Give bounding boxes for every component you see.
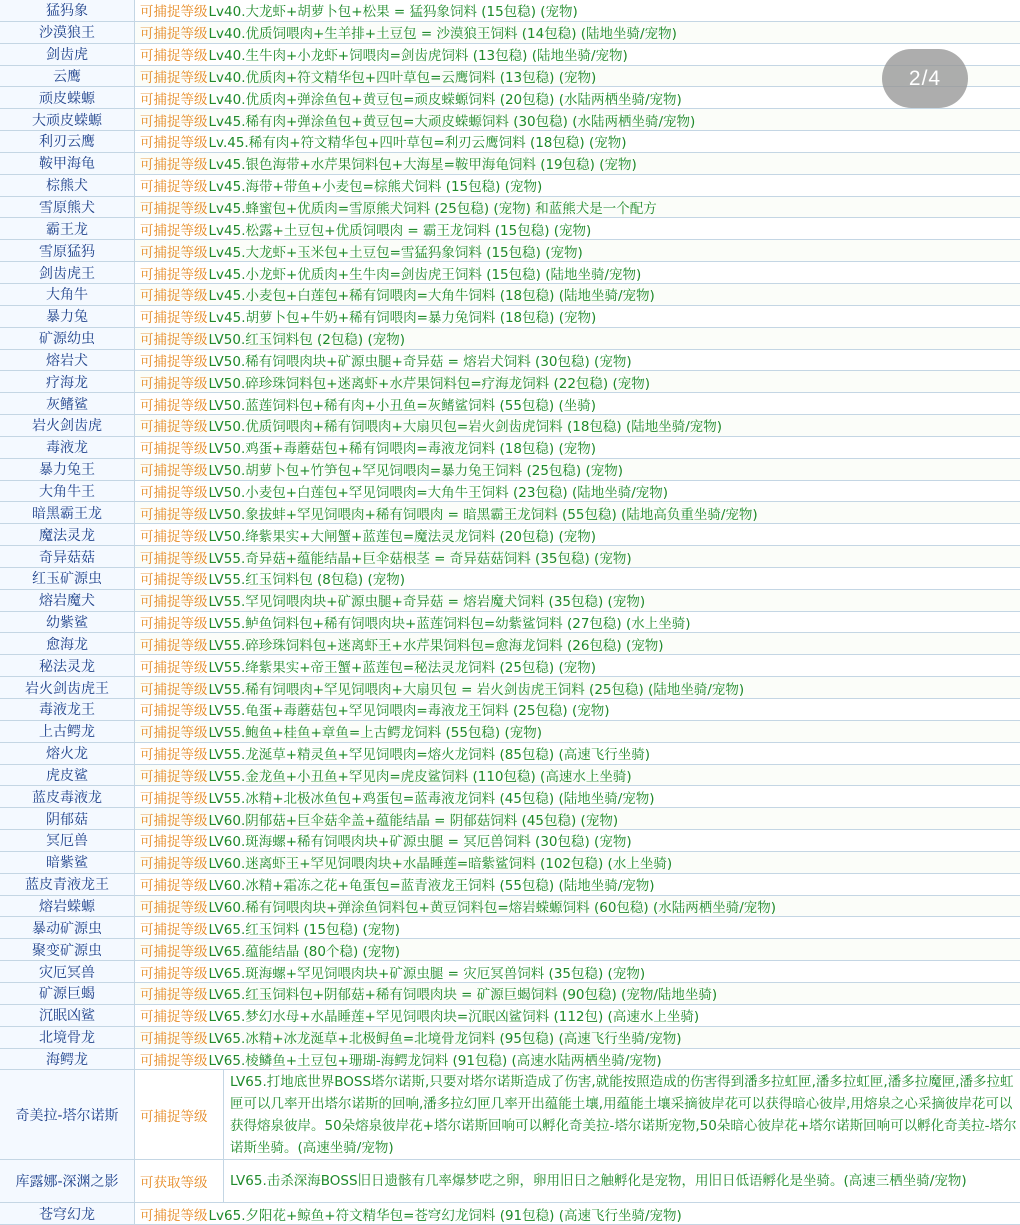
table-row <box>0 175 1020 197</box>
creature-name: 雪原熊犬 <box>0 197 135 218</box>
recipe-cell <box>135 415 1020 436</box>
recipe-text: LV50.绛紫果实+大闸蟹+蓝莲包=魔法灵龙饲料 (20包稳) (宠物) <box>208 528 597 545</box>
table-row <box>0 655 1020 677</box>
recipe-text: LV55.金龙鱼+小丑鱼+罕见肉=虎皮鲨饲料 (110包稳) (高速水上坐骑) <box>208 768 632 785</box>
recipe-cell <box>135 350 1020 371</box>
creature-name: 熔岩犬 <box>0 350 135 371</box>
recipe-cell <box>135 655 1020 676</box>
level-label: 可捕捉等级 <box>140 157 208 174</box>
table-row <box>0 415 1020 437</box>
table-row <box>0 612 1020 634</box>
page-indicator-badge: 2/4 <box>882 49 968 108</box>
table-row <box>0 830 1020 852</box>
creature-name: 熔岩魔犬 <box>0 590 135 611</box>
level-label: 可捕捉等级 <box>140 179 208 196</box>
recipe-cell <box>135 874 1020 895</box>
recipe-text: LV55.碎珍珠饲料包+迷离虾王+水芹果饲料包=愈海龙饲料 (26包稳) (宠物) <box>208 637 664 654</box>
level-label: 可捕捉等级 <box>140 528 208 545</box>
level-label: 可捕捉等级 <box>140 1009 208 1026</box>
recipe-text: Lv45.银色海带+水芹果饲料包+大海星=鞍甲海龟饲料 (19包稳) (宠物) <box>208 157 637 174</box>
table-row <box>0 961 1020 983</box>
level-label: 可捕捉等级 <box>140 1108 208 1125</box>
table-row <box>0 459 1020 481</box>
creature-name: 矿源幼虫 <box>0 328 135 349</box>
level-label: 可捕捉等级 <box>140 768 208 785</box>
level-label: 可捕捉等级 <box>140 616 208 633</box>
level-label: 可捕捉等级 <box>140 747 208 764</box>
table-row <box>0 437 1020 459</box>
level-label: 可捕捉等级 <box>140 463 208 480</box>
level-label: 可捕捉等级 <box>140 659 208 676</box>
recipe-text: Lv40.生牛肉+小龙虾+饲喂肉=剑齿虎饲料 (13包稳) (陆地坐骑/宠物) <box>208 48 628 65</box>
level-label: 可捕捉等级 <box>140 965 208 982</box>
recipe-text: LV65.红玉饲料包+阴郁菇+稀有饲喂肉块 = 矿源巨蝎饲料 (90包稳) (宠物/陆地坐骑) <box>208 987 718 1004</box>
table-row <box>0 765 1020 787</box>
recipe-text: LV50.鸡蛋+毒蘑菇包+稀有饲喂肉=毒液龙饲料 (18包稳) (宠物) <box>208 441 597 458</box>
recipe-cell <box>135 218 1020 239</box>
table-row <box>0 874 1020 896</box>
recipe-text: Lv.45.稀有肉+符文精华包+四叶草包=利刃云鹰饲料 (18包稳) (宠物) <box>208 135 627 152</box>
table-row <box>0 240 1020 262</box>
recipe-text: LV50.碎珍珠饲料包+迷离虾+水芹果饲料包=疗海龙饲料 (22包稳) (宠物) <box>208 375 651 392</box>
table-row <box>0 721 1020 743</box>
table-row <box>0 218 1020 240</box>
creature-name: 暴力兔王 <box>0 459 135 480</box>
recipe-cell <box>135 612 1020 633</box>
table-row <box>0 1027 1020 1049</box>
recipe-cell <box>135 590 1020 611</box>
recipe-cell <box>135 852 1020 873</box>
recipe-text: Lv45.海带+带鱼+小麦包=棕熊犬饲料 (15包稳) (宠物) <box>208 179 543 196</box>
recipe-text: Lv45.胡萝卜包+牛奶+稀有饲喂肉=暴力兔饲料 (18包稳) (宠物) <box>208 310 597 327</box>
creature-name: 利刃云鹰 <box>0 131 135 152</box>
table-row <box>0 66 1020 88</box>
recipe-text: LV55.鲍鱼+桂鱼+章鱼=上古鳄龙饲料 (55包稳) (宠物) <box>208 725 543 742</box>
recipe-cell <box>135 459 1020 480</box>
table-row <box>0 1160 1020 1203</box>
table-row <box>0 524 1020 546</box>
table-row <box>0 306 1020 328</box>
recipe-cell <box>135 808 1020 829</box>
table-row <box>0 852 1020 874</box>
recipe-text: LV65.梦幻水母+水晶睡莲+罕见饲喂肉块=沉眠凶鲨饲料 (112包) (高速水上坐骑) <box>208 1009 700 1026</box>
recipe-text: LV65.打地底世界BOSS塔尔诺斯,只要对塔尔诺斯造成了伤害,就能按照造成的伤害得到潘多拉虹匣,潘多拉虹匣,潘多拉魔匣,潘多拉虹匣可以几率开出塔尔诺斯的回响,潘多拉幻匣几率开出蕴能土壤,用蕴能土壤采摘彼岸花可以获得暗心彼岸,用熔泉之心采摘彼岸花可以获得熔泉彼岸。50朵熔泉彼岸花+塔尔诺斯回响可以孵化奇美拉-塔尔诺斯宠物,50朵暗心彼岸花+塔尔诺斯回响可以孵化奇美拉-塔尔诺斯坐骑。(高速坐骑/宠物) <box>223 1070 1020 1159</box>
recipe-text: Lv45.小龙虾+优质肉+生牛肉=剑齿虎王饲料 (15包稳) (陆地坐骑/宠物) <box>208 266 642 283</box>
creature-name: 剑齿虎王 <box>0 262 135 283</box>
table-row <box>0 502 1020 524</box>
recipe-cell <box>135 437 1020 458</box>
recipe-cell <box>135 983 1020 1004</box>
recipe-text: LV55.罕见饲喂肉块+矿源虫腿+奇异菇 = 熔岩魔犬饲料 (35包稳) (宠物) <box>208 594 646 611</box>
creature-name: 阴郁菇 <box>0 808 135 829</box>
table-row <box>0 786 1020 808</box>
recipe-cell <box>135 765 1020 786</box>
creature-name: 海鳄龙 <box>0 1049 135 1070</box>
level-label: 可捕捉等级 <box>140 69 208 86</box>
level-label: 可捕捉等级 <box>140 91 208 108</box>
table-row <box>0 983 1020 1005</box>
creature-name: 红玉矿源虫 <box>0 568 135 589</box>
creature-name: 魔法灵龙 <box>0 524 135 545</box>
recipe-text: LV65.斑海螺+罕见饲喂肉块+矿源虫腿 = 灾厄冥兽饲料 (35包稳) (宠物) <box>208 965 646 982</box>
level-label: 可捕捉等级 <box>140 725 208 742</box>
recipe-text: LV55.龙涎草+精灵鱼+罕见饲喂肉=熔火龙饲料 (85包稳) (高速飞行坐骑) <box>208 747 651 764</box>
recipe-cell <box>135 262 1020 283</box>
creature-name: 奇美拉-塔尔诺斯 <box>0 1070 135 1159</box>
level-label: 可捕捉等级 <box>140 48 208 65</box>
recipe-cell <box>135 699 1020 720</box>
creature-name: 愈海龙 <box>0 633 135 654</box>
level-label: 可捕捉等级 <box>140 201 208 218</box>
recipe-text: Lv40.优质肉+符文精华包+四叶草包=云鹰饲料 (13包稳) (宠物) <box>208 69 597 86</box>
level-label: 可捕捉等级 <box>140 266 208 283</box>
level-label: 可捕捉等级 <box>140 856 208 873</box>
level-label: 可捕捉等级 <box>140 484 208 501</box>
table-row <box>0 546 1020 568</box>
recipe-cell <box>135 568 1020 589</box>
creature-name: 大顽皮蝾螈 <box>0 109 135 130</box>
level-label: 可捕捉等级 <box>140 310 208 327</box>
level-label: 可捕捉等级 <box>140 703 208 720</box>
table-row <box>0 699 1020 721</box>
recipe-text: Lv45.松露+土豆包+优质饲喂肉 = 霸王龙饲料 (15包稳) (宠物) <box>208 222 592 239</box>
recipe-cell <box>135 1049 1020 1070</box>
recipe-text: Lv65.夕阳花+鲸鱼+符文精华包=苍穹幻龙饲料 (91包稳) (高速飞行坐骑/宠物) <box>208 1207 682 1224</box>
recipe-text: Lv40.优质饲喂肉+生羊排+土豆包 = 沙漠狼王饲料 (14包稳) (陆地坐骑/宠物) <box>208 26 677 43</box>
level-label: 可捕捉等级 <box>140 222 208 239</box>
creature-name: 岩火剑齿虎王 <box>0 677 135 698</box>
table-row <box>0 371 1020 393</box>
recipe-cell <box>135 1203 1020 1224</box>
table-row <box>0 808 1020 830</box>
level-label: 可捕捉等级 <box>140 550 208 567</box>
table-row <box>0 590 1020 612</box>
creature-name: 上古鳄龙 <box>0 721 135 742</box>
level-label: 可捕捉等级 <box>140 4 208 21</box>
creature-name: 熔岩蝾螈 <box>0 896 135 917</box>
level-label: 可捕捉等级 <box>140 135 208 152</box>
recipe-cell <box>135 524 1020 545</box>
level-label: 可捕捉等级 <box>140 812 208 829</box>
recipe-text: LV55.红玉饲料包 (8包稳) (宠物) <box>208 572 405 589</box>
table-row <box>0 939 1020 961</box>
recipe-text: LV50.优质饲喂肉+稀有饲喂肉+大扇贝包=岩火剑齿虎饲料 (18包稳) (陆地坐骑/宠物) <box>208 419 723 436</box>
creature-name: 库露娜-深渊之影 <box>0 1160 135 1202</box>
recipe-text: LV60.阴郁菇+巨伞菇伞盖+蕴能结晶 = 阴郁菇饲料 (45包稳) (宠物) <box>208 812 619 829</box>
level-label: 可捕捉等级 <box>140 987 208 1004</box>
recipe-cell <box>135 22 1020 43</box>
table-row <box>0 917 1020 939</box>
recipe-text: LV55.奇异菇+蕴能结晶+巨伞菇根茎 = 奇异菇菇饲料 (35包稳) (宠物) <box>208 550 632 567</box>
recipe-cell <box>135 481 1020 502</box>
recipe-cell <box>135 502 1020 523</box>
recipe-cell <box>135 175 1020 196</box>
recipe-cell <box>135 284 1020 305</box>
recipe-cell <box>135 371 1020 392</box>
recipe-cell <box>135 830 1020 851</box>
creature-name: 暴动矿源虫 <box>0 917 135 938</box>
table-row <box>0 44 1020 66</box>
creature-name: 暗黑霸王龙 <box>0 502 135 523</box>
recipe-cell <box>135 328 1020 349</box>
recipe-cell <box>135 109 1020 130</box>
table-row <box>0 568 1020 590</box>
creature-name: 云鹰 <box>0 66 135 87</box>
table-row <box>0 481 1020 503</box>
level-label: 可捕捉等级 <box>140 878 208 895</box>
recipe-cell <box>135 786 1020 807</box>
level-label: 可捕捉等级 <box>140 419 208 436</box>
recipe-cell <box>135 917 1020 938</box>
creature-name: 熔火龙 <box>0 743 135 764</box>
level-label: 可捕捉等级 <box>140 921 208 938</box>
creature-name: 顽皮蝾螈 <box>0 87 135 108</box>
level-label: 可捕捉等级 <box>140 1031 208 1048</box>
table-row <box>0 393 1020 415</box>
recipe-cell <box>135 546 1020 567</box>
creature-name: 剑齿虎 <box>0 44 135 65</box>
creature-name: 蓝皮毒液龙 <box>0 786 135 807</box>
creature-name: 苍穹幻龙 <box>0 1203 135 1224</box>
table-row <box>0 743 1020 765</box>
recipe-text: LV65.击杀深海BOSS旧日遗骸有几率爆梦呓之卵，卵用旧日之触孵化是宠物，用旧日低语孵化是坐骑。(高速三栖坐骑/宠物) <box>223 1160 1020 1202</box>
creature-name: 秘法灵龙 <box>0 655 135 676</box>
recipe-text: LV55.龟蛋+毒蘑菇包+罕见饲喂肉=毒液龙王饲料 (25包稳) (宠物) <box>208 703 610 720</box>
recipe-text: LV65.红玉饲料 (15包稳) (宠物) <box>208 921 401 938</box>
level-label: 可捕捉等级 <box>140 900 208 917</box>
level-label: 可捕捉等级 <box>140 26 208 43</box>
level-label: 可捕捉等级 <box>140 244 208 261</box>
recipe-cell <box>135 197 1020 218</box>
level-label: 可捕捉等级 <box>140 637 208 654</box>
recipe-text: LV55.鲈鱼饲料包+稀有饲喂肉块+蓝莲饲料包=幼紫鲨饲料 (27包稳) (水上坐骑) <box>208 616 691 633</box>
recipe-text: LV60.冰精+霜冻之花+龟蛋包=蓝青液龙王饲料 (55包稳) (陆地坐骑/宠物) <box>208 878 655 895</box>
creature-name: 沉眠凶鲨 <box>0 1005 135 1026</box>
recipe-text: Lv45.大龙虾+玉米包+土豆包=雪猛犸象饲料 (15包稳) (宠物) <box>208 244 583 261</box>
creature-name: 岩火剑齿虎 <box>0 415 135 436</box>
recipe-cell <box>135 1027 1020 1048</box>
level-label: 可捕捉等级 <box>140 943 208 960</box>
recipe-cell <box>135 633 1020 654</box>
creature-name: 霸王龙 <box>0 218 135 239</box>
creature-name: 聚变矿源虫 <box>0 939 135 960</box>
level-label: 可捕捉等级 <box>140 375 208 392</box>
level-label: 可捕捉等级 <box>140 332 208 349</box>
recipe-cell <box>135 393 1020 414</box>
level-label: 可捕捉等级 <box>140 397 208 414</box>
level-label: 可捕捉等级 <box>140 594 208 611</box>
recipe-text: LV55.稀有饲喂肉+罕见饲喂肉+大扇贝包 = 岩火剑齿虎王饲料 (25包稳) (陆地坐骑/宠物) <box>208 681 745 698</box>
creature-name: 灰鳍鲨 <box>0 393 135 414</box>
recipe-cell <box>135 240 1020 261</box>
recipe-text: LV50.稀有饲喂肉块+矿源虫腿+奇异菇 = 熔岩犬饲料 (30包稳) (宠物) <box>208 353 632 370</box>
table-row <box>0 350 1020 372</box>
level-label: 可捕捉等级 <box>140 681 208 698</box>
table-row <box>0 262 1020 284</box>
level-label: 可捕捉等级 <box>140 441 208 458</box>
table-row <box>0 1203 1020 1225</box>
creature-name: 大角牛 <box>0 284 135 305</box>
recipe-cell <box>135 721 1020 742</box>
recipe-cell <box>135 153 1020 174</box>
table-row <box>0 633 1020 655</box>
creature-name: 雪原猛犸 <box>0 240 135 261</box>
level-label: 可获取等级 <box>140 1175 208 1192</box>
level-label: 可捕捉等级 <box>140 353 208 370</box>
table-row <box>0 87 1020 109</box>
table-row <box>0 1005 1020 1027</box>
table-row <box>0 328 1020 350</box>
recipe-text: Lv45.小麦包+白莲包+稀有饲喂肉=大角牛饲料 (18包稳) (陆地坐骑/宠物) <box>208 288 655 305</box>
level-label: 可捕捉等级 <box>140 1052 208 1069</box>
recipe-text: LV60.稀有饲喂肉块+弹涂鱼饲料包+黄豆饲料包=熔岩蝾螈饲料 (60包稳) (水陆两栖坐骑/宠物) <box>208 900 777 917</box>
creature-name: 暗紫鲨 <box>0 852 135 873</box>
recipe-cell <box>135 0 1020 21</box>
creature-name: 毒液龙王 <box>0 699 135 720</box>
creature-name: 幼紫鲨 <box>0 612 135 633</box>
recipe-text: Lv40.优质肉+弹涂鱼包+黄豆包=顽皮蝾螈饲料 (20包稳) (水陆两栖坐骑/宠物) <box>208 91 682 108</box>
creature-name: 蓝皮青液龙王 <box>0 874 135 895</box>
recipe-text: LV50.胡萝卜包+竹笋包+罕见饲喂肉=暴力兔王饲料 (25包稳) (宠物) <box>208 463 624 480</box>
recipe-text: LV50.蓝莲饲料包+稀有肉+小丑鱼=灰鳍鲨饲料 (55包稳) (坐骑) <box>208 397 597 414</box>
level-label: 可捕捉等级 <box>140 113 208 130</box>
creature-name: 猛犸象 <box>0 0 135 21</box>
recipe-text: LV50.小麦包+白莲包+罕见饲喂肉=大角牛王饲料 (23包稳) (陆地坐骑/宠物) <box>208 484 669 501</box>
creature-name: 北境骨龙 <box>0 1027 135 1048</box>
recipe-cell <box>135 1005 1020 1026</box>
recipe-text: LV50.象拔蚌+罕见饲喂肉+稀有饲喂肉 = 暗黑霸王龙饲料 (55包稳) (陆地高负重坐骑/宠物) <box>208 506 758 523</box>
table-row <box>0 153 1020 175</box>
table-row <box>0 0 1020 22</box>
recipe-cell <box>135 743 1020 764</box>
table-row <box>0 131 1020 153</box>
recipe-text: Lv40.大龙虾+胡萝卜包+松果 = 猛犸象饲料 (15包稳) (宠物) <box>208 4 578 21</box>
recipe-cell <box>135 131 1020 152</box>
table-row <box>0 677 1020 699</box>
recipe-text: LV60.迷离虾王+罕见饲喂肉块+水晶睡莲=暗紫鲨饲料 (102包稳) (水上坐骑) <box>208 856 673 873</box>
recipe-text: LV65.冰精+冰龙涎草+北极鲟鱼=北境骨龙饲料 (95包稳) (高速飞行坐骑/宠物) <box>208 1031 682 1048</box>
creature-name: 大角牛王 <box>0 481 135 502</box>
recipe-text: LV50.红玉饲料包 (2包稳) (宠物) <box>208 332 405 349</box>
creature-name: 棕熊犬 <box>0 175 135 196</box>
level-label: 可捕捉等级 <box>140 1207 208 1224</box>
creature-name: 疗海龙 <box>0 371 135 392</box>
recipe-cell <box>135 896 1020 917</box>
creature-name: 鞍甲海龟 <box>0 153 135 174</box>
creature-name: 灾厄冥兽 <box>0 961 135 982</box>
recipe-cell <box>135 939 1020 960</box>
recipe-text: LV65.棱鳞鱼+土豆包+珊瑚-海鳄龙饲料 (91包稳) (高速水陆两栖坐骑/宠物) <box>208 1052 662 1069</box>
creature-name: 沙漠狼王 <box>0 22 135 43</box>
level-label: 可捕捉等级 <box>140 790 208 807</box>
recipe-text: Lv45.稀有肉+弹涂鱼包+黄豆包=大顽皮蝾螈饲料 (30包稳) (水陆两栖坐骑/宠物) <box>208 113 696 130</box>
creature-name: 矿源巨蝎 <box>0 983 135 1004</box>
level-label: 可捕捉等级 <box>140 834 208 851</box>
creature-name: 奇异菇菇 <box>0 546 135 567</box>
level-label: 可捕捉等级 <box>140 288 208 305</box>
table-row <box>0 197 1020 219</box>
table-row <box>0 1049 1020 1071</box>
table-row <box>0 284 1020 306</box>
table-row <box>0 22 1020 44</box>
recipe-text: LV65.蕴能结晶 (80个稳) (宠物) <box>208 943 401 960</box>
creature-name: 毒液龙 <box>0 437 135 458</box>
level-label: 可捕捉等级 <box>140 506 208 523</box>
recipe-text: LV55.绛紫果实+帝王蟹+蓝莲包=秘法灵龙饲料 (25包稳) (宠物) <box>208 659 597 676</box>
level-label: 可捕捉等级 <box>140 572 208 589</box>
creature-name: 冥厄兽 <box>0 830 135 851</box>
recipe-cell <box>135 677 1020 698</box>
creature-name: 暴力兔 <box>0 306 135 327</box>
recipe-cell <box>135 961 1020 982</box>
table-row <box>0 109 1020 131</box>
recipe-text: Lv45.蜂蜜包+优质肉=雪原熊犬饲料 (25包稳) (宠物) 和蓝熊犬是一个配方 <box>208 201 657 218</box>
table-row <box>0 896 1020 918</box>
recipe-text: LV60.斑海螺+稀有饲喂肉块+矿源虫腿 = 冥厄兽饲料 (30包稳) (宠物) <box>208 834 632 851</box>
table-row <box>0 1070 1020 1160</box>
recipe-text: LV55.冰精+北极冰鱼包+鸡蛋包=蓝毒液龙饲料 (45包稳) (陆地坐骑/宠物) <box>208 790 655 807</box>
creature-name: 虎皮鲨 <box>0 765 135 786</box>
recipe-cell <box>135 306 1020 327</box>
